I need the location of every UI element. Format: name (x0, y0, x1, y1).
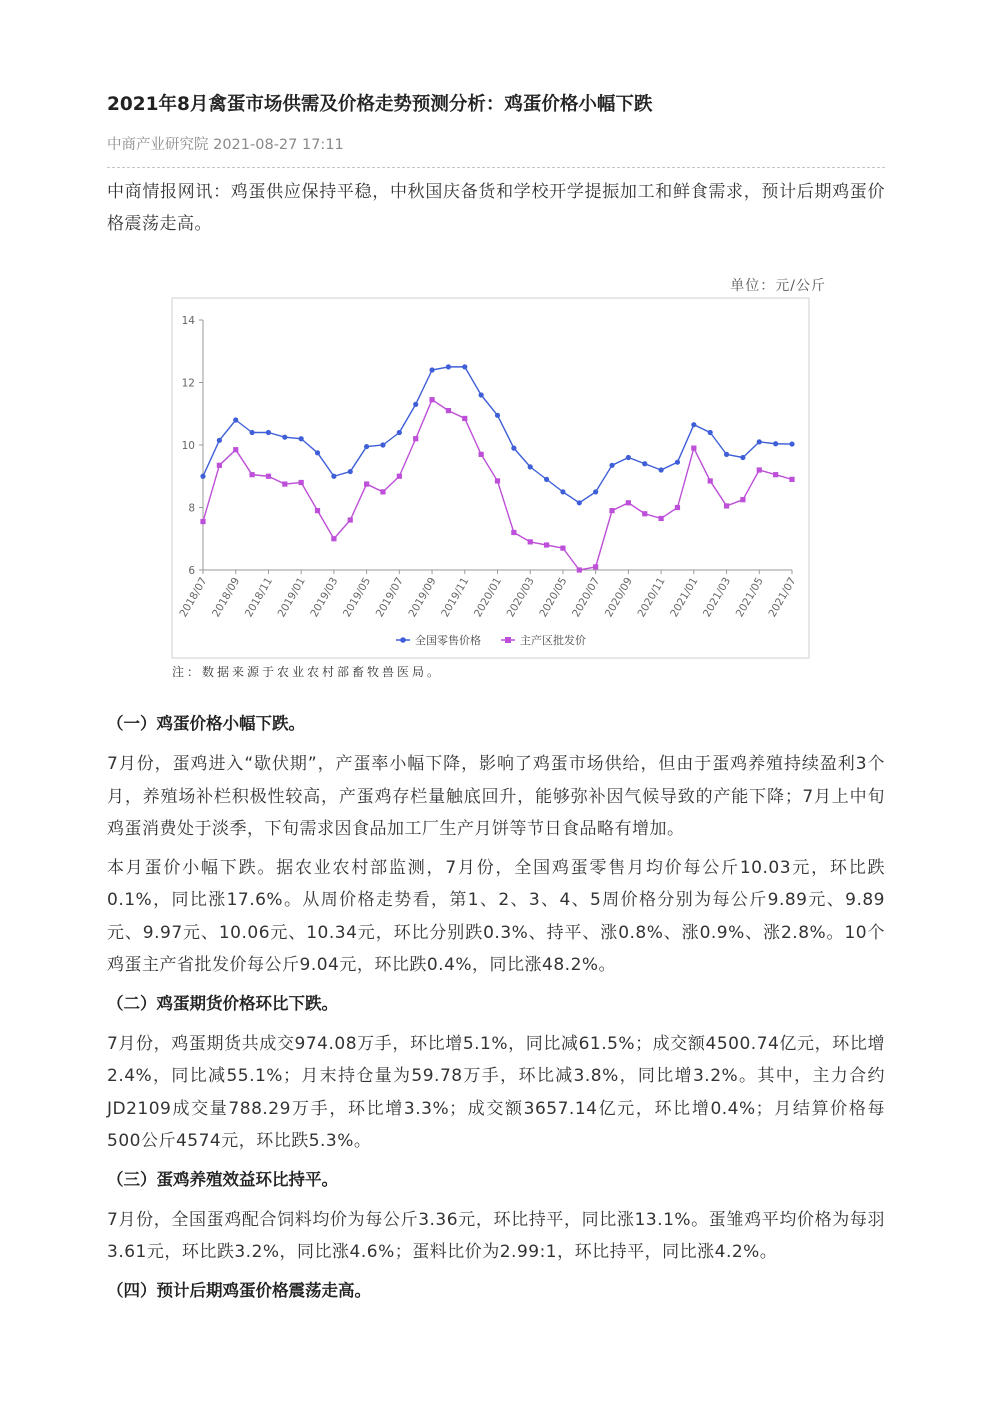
producing-area-wholesale-price-point (282, 481, 287, 486)
national-retail-price-point (528, 464, 533, 469)
producing-area-wholesale-price-point (217, 463, 222, 468)
y-tick-label: 10 (181, 440, 195, 452)
national-retail-price-point (757, 439, 762, 444)
unit-label: 单位：元/公斤 (730, 278, 826, 294)
national-retail-price-point (609, 463, 614, 468)
producing-area-wholesale-price-point (577, 567, 582, 572)
national-retail-price-point (626, 455, 631, 460)
x-tick-label: 2019/05 (341, 575, 374, 620)
national-retail-price-point (479, 392, 484, 397)
producing-area-wholesale-price-point (331, 536, 336, 541)
producing-area-wholesale-price-point (609, 508, 614, 513)
producing-area-wholesale-price-point (626, 500, 631, 505)
meta-divider (107, 167, 885, 168)
national-retail-price-point (495, 413, 500, 418)
section-heading: （三）蛋鸡养殖效益环比持平。 (107, 1169, 338, 1189)
national-retail-price-point (299, 436, 304, 441)
article-title: 2021年8月禽蛋市场供需及价格走势预测分析：鸡蛋价格小幅下跌 (107, 94, 653, 115)
national-retail-price-point (577, 500, 582, 505)
legend-retail-marker (400, 637, 406, 643)
national-retail-price-point (446, 364, 451, 369)
national-retail-price-point (691, 422, 696, 427)
producing-area-wholesale-price-point (429, 397, 434, 402)
national-retail-price-point (740, 455, 745, 460)
source-note: 注：数据来源于农业农村部畜牧兽医局。 (172, 665, 443, 679)
producing-area-wholesale-price-point (789, 477, 794, 482)
national-retail-price-point (397, 430, 402, 435)
producing-area-wholesale-price-point (249, 472, 254, 477)
national-retail-price-point (593, 489, 598, 494)
national-retail-price-point (511, 446, 516, 451)
x-tick-label: 2019/03 (308, 575, 341, 620)
national-retail-price-point (348, 469, 353, 474)
y-tick-label: 6 (188, 565, 195, 577)
section-farming-profit (107, 1164, 885, 1269)
national-retail-price-point (249, 430, 254, 435)
x-tick-label: 2020/05 (537, 575, 570, 620)
x-tick-label: 2020/09 (602, 575, 635, 620)
national-retail-price-point (708, 430, 713, 435)
national-retail-price-point (266, 430, 271, 435)
section-paragraph: 本月蛋价小幅下跌。据农业农村部监测，7月份，全国鸡蛋零售月均价每公斤10.03元，环比跌0.1%，同比涨17.6%。从周价格走势看，第1、2、3、4、5周价格分别为每公斤9.89元、9.89元、9.97元、10.06元、10.34元，环比分别跌0.3%、持平、涨0.8%、涨0.9%、涨2.8%。10个鸡蛋主产省批发价每公斤9.04元，环比跌0.4%，同比涨48.2%。 (107, 857, 885, 975)
x-tick-label: 2019/01 (275, 575, 308, 620)
national-retail-price-point (642, 461, 647, 466)
producing-area-wholesale-price-point (446, 408, 451, 413)
x-tick-label: 2021/07 (766, 575, 799, 620)
producing-area-wholesale-price-point (200, 519, 205, 524)
x-tick-label: 2018/07 (177, 575, 210, 620)
producing-area-wholesale-price-point (593, 564, 598, 569)
x-tick-label: 2018/09 (210, 575, 243, 620)
national-retail-price-point (282, 435, 287, 440)
section-heading: （二）鸡蛋期货价格环比下跌。 (107, 993, 338, 1013)
x-tick-label: 2021/05 (733, 575, 766, 620)
producing-area-wholesale-price-point (675, 505, 680, 510)
producing-area-wholesale-price-point (773, 472, 778, 477)
producing-area-wholesale-price-point (233, 447, 238, 452)
egg-price-chart (107, 240, 885, 708)
section-price-outlook (107, 1275, 885, 1307)
national-retail-price-point (462, 364, 467, 369)
section-heading: （四）预计后期鸡蛋价格震荡走高。 (107, 1280, 371, 1300)
x-tick-label: 2020/03 (504, 575, 537, 620)
producing-area-wholesale-price-point (462, 416, 467, 421)
section-paragraph: 7月份，全国蛋鸡配合饲料均价为每公斤3.36元，环比持平，同比涨13.1%。蛋雏鸡平均价格为每羽3.61元，环比跌3.2%，同比涨4.6%；蛋料比价为2.99:1，环比持平，同比涨4.2%。 (107, 1209, 885, 1262)
national-retail-price-point (315, 450, 320, 455)
producing-area-wholesale-price-point (364, 481, 369, 486)
producing-area-wholesale-price-point (659, 516, 664, 521)
legend-wholesale-marker (505, 637, 511, 643)
x-tick-label: 2019/09 (406, 575, 439, 620)
article-intro: 中商情报网讯：鸡蛋供应保持平稳，中秋国庆备货和学校开学提振加工和鲜食需求，预计后期鸡蛋价格震荡走高。 (107, 182, 885, 234)
producing-area-wholesale-price-point (495, 478, 500, 483)
article-datetime: 2021-08-27 17:11 (213, 137, 344, 153)
x-tick-label: 2021/03 (700, 575, 734, 620)
y-tick-label: 12 (181, 377, 195, 390)
y-tick-label: 8 (188, 502, 195, 515)
section-egg-price (107, 708, 885, 982)
producing-area-wholesale-price-point (511, 530, 516, 535)
national-retail-price-point (233, 417, 238, 422)
producing-area-wholesale-price-point (757, 467, 762, 472)
producing-area-wholesale-price-point (528, 539, 533, 544)
section-heading: （一）鸡蛋价格小幅下跌。 (107, 714, 305, 733)
national-retail-price-point (659, 467, 664, 472)
legend-retail-label: 全国零售价格 (415, 634, 481, 647)
national-retail-price-point (675, 460, 680, 465)
producing-area-wholesale-price-point (560, 546, 565, 551)
x-tick-label: 2020/11 (635, 575, 668, 620)
x-tick-label: 2020/07 (570, 575, 603, 620)
x-tick-label: 2019/11 (439, 575, 472, 620)
producing-area-wholesale-price-point (708, 478, 713, 483)
national-retail-price-point (200, 474, 205, 479)
national-retail-price-point (544, 477, 549, 482)
national-retail-price-point (560, 489, 565, 494)
national-retail-price-point (773, 441, 778, 446)
national-retail-price-point (413, 402, 418, 407)
producing-area-wholesale-price-point (691, 446, 696, 451)
section-paragraph: 7月份，鸡蛋期货共成交974.08万手，环比增5.1%，同比减61.5%；成交额4500.74亿元，环比增2.4%，同比减55.1%；月末持仓量为59.78万手，环比减3.8%，同比增3.2%。其中，主力合约JD2109成交量788.29万手，环比增3.3%；成交额3657.14亿元，环比增0.4%；月结算价格每500公斤4574元，环比跌5.3%。 (107, 1033, 885, 1151)
producing-area-wholesale-price-point (642, 511, 647, 516)
article-meta (107, 135, 885, 155)
producing-area-wholesale-price-point (299, 480, 304, 485)
national-retail-price-point (380, 442, 385, 447)
x-tick-label: 2020/01 (471, 575, 505, 620)
national-retail-price-point (331, 474, 336, 479)
producing-area-wholesale-price-point (479, 452, 484, 457)
article-source: 中商产业研究院 (107, 137, 209, 153)
x-tick-label: 2019/07 (373, 575, 406, 620)
producing-area-wholesale-price-point (315, 508, 320, 513)
section-egg-futures (107, 988, 885, 1158)
x-tick-label: 2021/01 (668, 575, 701, 620)
national-retail-price-point (429, 367, 434, 372)
producing-area-wholesale-price-point (740, 497, 745, 502)
producing-area-wholesale-price-point (397, 474, 402, 479)
y-tick-label: 14 (181, 315, 195, 327)
producing-area-wholesale-price-point (380, 489, 385, 494)
national-retail-price-point (724, 452, 729, 457)
section-paragraph: 7月份，蛋鸡进入“歇伏期”，产蛋率小幅下降，影响了鸡蛋市场供给，但由于蛋鸡养殖持续盈利3个月，养殖场补栏积极性较高，产蛋鸡存栏量触底回升，能够弥补因气候导致的产能下降；7月上中旬鸡蛋消费处于淡季，下旬需求因食品加工厂生产月饼等节日食品略有增加。 (107, 754, 885, 839)
producing-area-wholesale-price-point (544, 542, 549, 547)
national-retail-price-point (217, 438, 222, 443)
producing-area-wholesale-price-point (348, 517, 353, 522)
producing-area-wholesale-price-point (413, 436, 418, 441)
producing-area-wholesale-price-point (266, 474, 271, 479)
article (107, 0, 885, 1307)
national-retail-price-point (789, 441, 794, 446)
producing-area-wholesale-price-point (724, 503, 729, 508)
national-retail-price-point (364, 444, 369, 449)
x-tick-label: 2018/11 (242, 575, 276, 620)
chart-figure (107, 240, 885, 708)
legend-wholesale-label: 主产区批发价 (520, 634, 586, 647)
